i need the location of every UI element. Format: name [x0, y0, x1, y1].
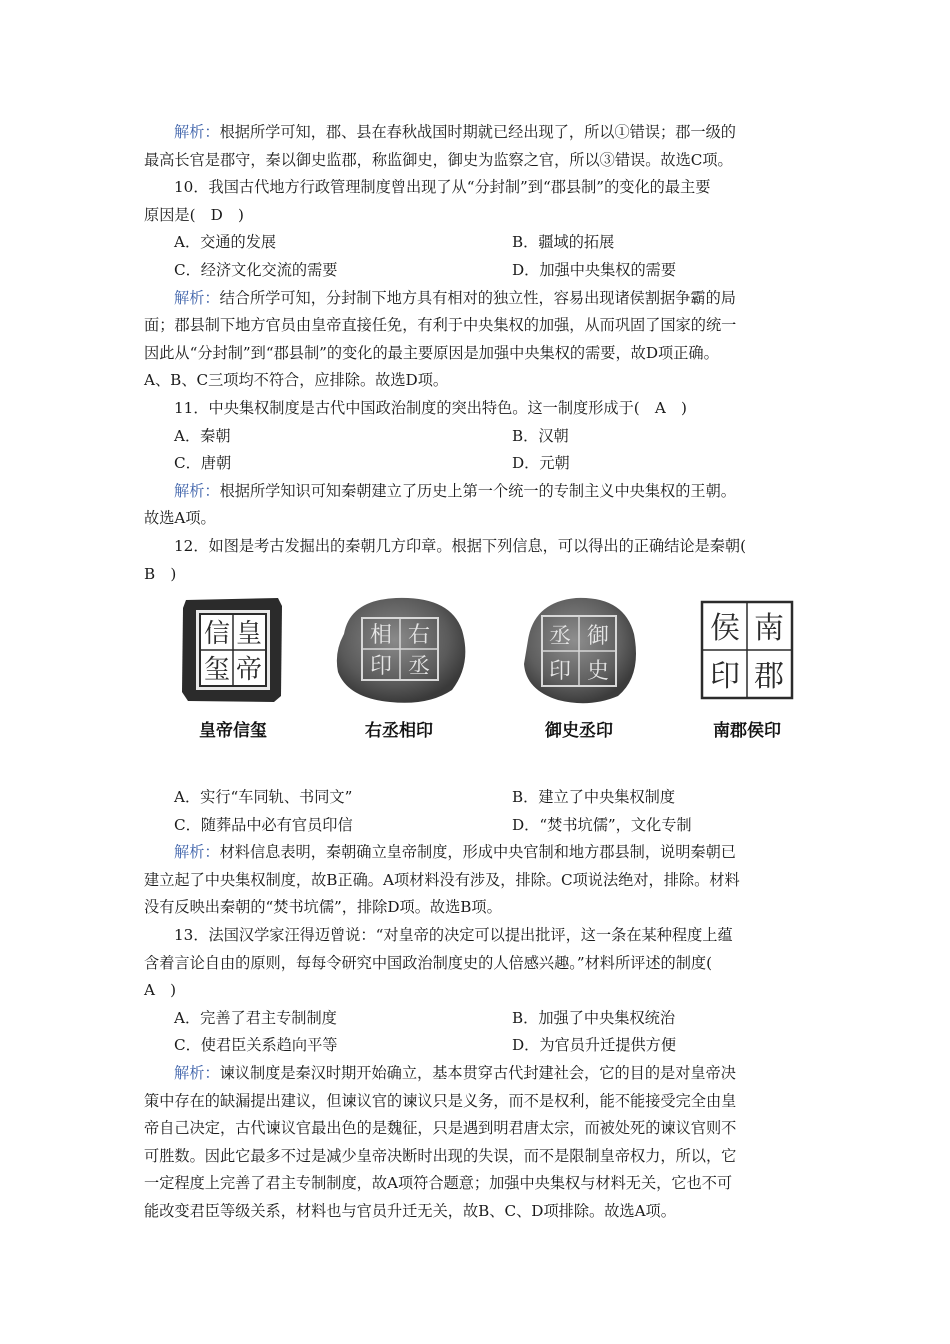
q12-analysis-line3: 没有反映出秦朝的“焚书坑儒”，排除D项。故选B项。	[144, 898, 502, 917]
seal-char: 御	[586, 624, 610, 650]
analysis-label: 解析：	[174, 123, 220, 141]
option-b: B．加强了中央集权统治	[512, 1008, 676, 1027]
option-a: A．完善了君主专制制度	[174, 1008, 337, 1027]
seal-image	[178, 594, 288, 706]
seal-caption: 皇帝信玺	[199, 721, 267, 742]
q10-stem-line2: 原因是( D )	[144, 205, 244, 224]
seal-char: 印	[548, 659, 572, 685]
option-d: D．为官员升迁提供方便	[512, 1036, 677, 1055]
seal-nanjun-hou-yin	[672, 594, 822, 741]
q13-options	[144, 1005, 820, 1060]
q10-analysis-line3: 因此从“分封制”到“郡县制”的变化的最主要原因是加强中央集权的需要，故D项正确。	[144, 343, 719, 362]
seal-char: 印	[369, 654, 393, 680]
analysis-label: 解析：	[174, 481, 220, 500]
seal-char: 玺	[203, 655, 231, 686]
option-d: D．元朝	[512, 454, 570, 473]
option-b: B．建立了中央集权制度	[512, 788, 676, 807]
seal-char: 丞	[407, 654, 431, 680]
option-a: A．秦朝	[174, 426, 231, 445]
seal-char: 郡	[754, 659, 784, 695]
seal-char: 丞	[548, 624, 572, 650]
seal-caption: 右丞相印	[365, 721, 433, 742]
seal-char: 皇	[235, 619, 263, 650]
seal-image	[324, 594, 474, 706]
q9-analysis-line2: 最高长官是郡守，秦以御史监郡，称监御史，御史为监察之官，所以③错误。故选C项。	[144, 150, 733, 169]
q13-stem-line1: 13．法国汉学家汪得迈曾说：“对皇帝的决定可以提出批评，这一条在某种程度上蕴	[174, 926, 733, 945]
q10-analysis-line2: 面；郡县制下地方官员由皇帝直接任免，有利于中央集权的加强，从而巩固了国家的统一	[144, 316, 737, 335]
q11-options	[144, 423, 820, 478]
q13-analysis-line1: 解析：谏议制度是秦汉时期开始确立，基本贯穿古代封建社会，它的目的是对皇帝决	[174, 1064, 736, 1083]
option-c: C．经济文化交流的需要	[174, 260, 338, 279]
q13-stem-line2: 含着言论自由的原则，每每令研究中国政治制度史的人倍感兴趣。”材料所评述的制度(	[144, 953, 713, 972]
seal-char: 侯	[710, 611, 740, 647]
seal-char: 信	[203, 619, 231, 650]
q11-stem: 11．中央集权制度是古代中国政治制度的突出特色。这一制度形成于( A )	[174, 398, 687, 417]
seal-char: 南	[754, 611, 784, 647]
q11-analysis-line1: 解析：根据所学知识可知秦朝建立了历史上第一个统一的专制主义中央集权的王朝。	[174, 481, 736, 500]
option-d: D．加强中央集权的需要	[512, 260, 677, 279]
q12-analysis-line1: 解析：材料信息表明，秦朝确立皇帝制度，形成中央官制和地方郡县制，说明秦朝已	[174, 843, 736, 862]
q13-analysis-line5: 一定程度上完善了君主专制制度，故A项符合题意；加强中央集权与材料无关，它也不可	[144, 1174, 733, 1193]
q13-analysis-line3: 帝自己决定，古代谏议官最出色的是魏征，只是遇到明君唐太宗，而被处死的谏议官则不	[144, 1119, 737, 1138]
q11-analysis-line2: 故选A项。	[144, 509, 216, 528]
seal-image	[692, 594, 802, 706]
seal-caption: 南郡侯印	[713, 721, 781, 742]
option-b: B．疆域的拓展	[512, 233, 615, 252]
seal-char: 右	[407, 623, 431, 649]
q13-stem-line3: A )	[144, 981, 177, 1000]
option-c: C．唐朝	[174, 454, 232, 473]
seal-figure	[144, 594, 820, 782]
option-b: B．汉朝	[512, 426, 569, 445]
seal-caption: 御史丞印	[545, 721, 613, 742]
q12-stem-line1: 12．如图是考古发掘出的秦朝几方印章。根据下列信息，可以得出的正确结论是秦朝(	[174, 536, 747, 555]
q13-analysis-line4: 可胜数。因此它最多不过是减少皇帝决断时出现的失误，而不是限制皇帝权力，所以，它	[144, 1146, 737, 1165]
option-d: D．“焚书坑儒”，文化专制	[512, 815, 692, 834]
seal-yushi-cheng-yin	[504, 594, 654, 741]
seal-you-chengxiang-yin	[324, 594, 474, 741]
seal-char: 史	[586, 659, 610, 685]
analysis-label: 解析：	[174, 1064, 220, 1083]
q12-analysis-line2: 建立起了中央集权制度，故B正确。A项材料没有涉及，排除。C项说法绝对，排除。材料	[144, 870, 740, 889]
q13-analysis-line6: 能改变君臣等级关系，材料也与官员升迁无关，故B、C、D项排除。故选A项。	[144, 1202, 676, 1220]
q9-analysis-line1: 解析：根据所学可知，郡、县在春秋战国时期就已经出现了，所以①错误；郡一级的	[174, 123, 736, 141]
option-c: C．随葬品中必有官员印信	[174, 815, 353, 834]
seal-char: 帝	[235, 655, 263, 686]
seal-char: 印	[710, 659, 740, 695]
option-c: C．使君臣关系趋向平等	[174, 1036, 338, 1055]
document-page	[144, 119, 820, 1226]
option-a: A．交通的发展	[174, 233, 277, 252]
q10-stem-line1: 10．我国古代地方行政管理制度曾出现了从“分封制”到“郡县制”的变化的最主要	[174, 178, 711, 197]
analysis-label: 解析：	[174, 843, 220, 862]
seal-huangdi-xinxi	[158, 594, 308, 741]
q12-stem-line2: B )	[144, 564, 177, 583]
q12-options	[144, 784, 820, 839]
option-a: A．实行“车同轨、书同文”	[174, 788, 353, 807]
q13-analysis-line2: 策中存在的缺漏提出建议，但谏议官的谏议只是义务，而不是权利，能不能接受完全由皇	[144, 1091, 737, 1110]
q10-options	[144, 229, 820, 284]
seal-char: 相	[369, 623, 393, 649]
q10-analysis-line4: A、B、C三项均不符合，应排除。故选D项。	[144, 371, 449, 390]
analysis-label: 解析：	[174, 288, 220, 307]
q10-analysis-line1: 解析：结合所学可知，分封制下地方具有相对的独立性，容易出现诸侯割据争霸的局	[174, 288, 736, 307]
seal-image	[514, 594, 644, 706]
